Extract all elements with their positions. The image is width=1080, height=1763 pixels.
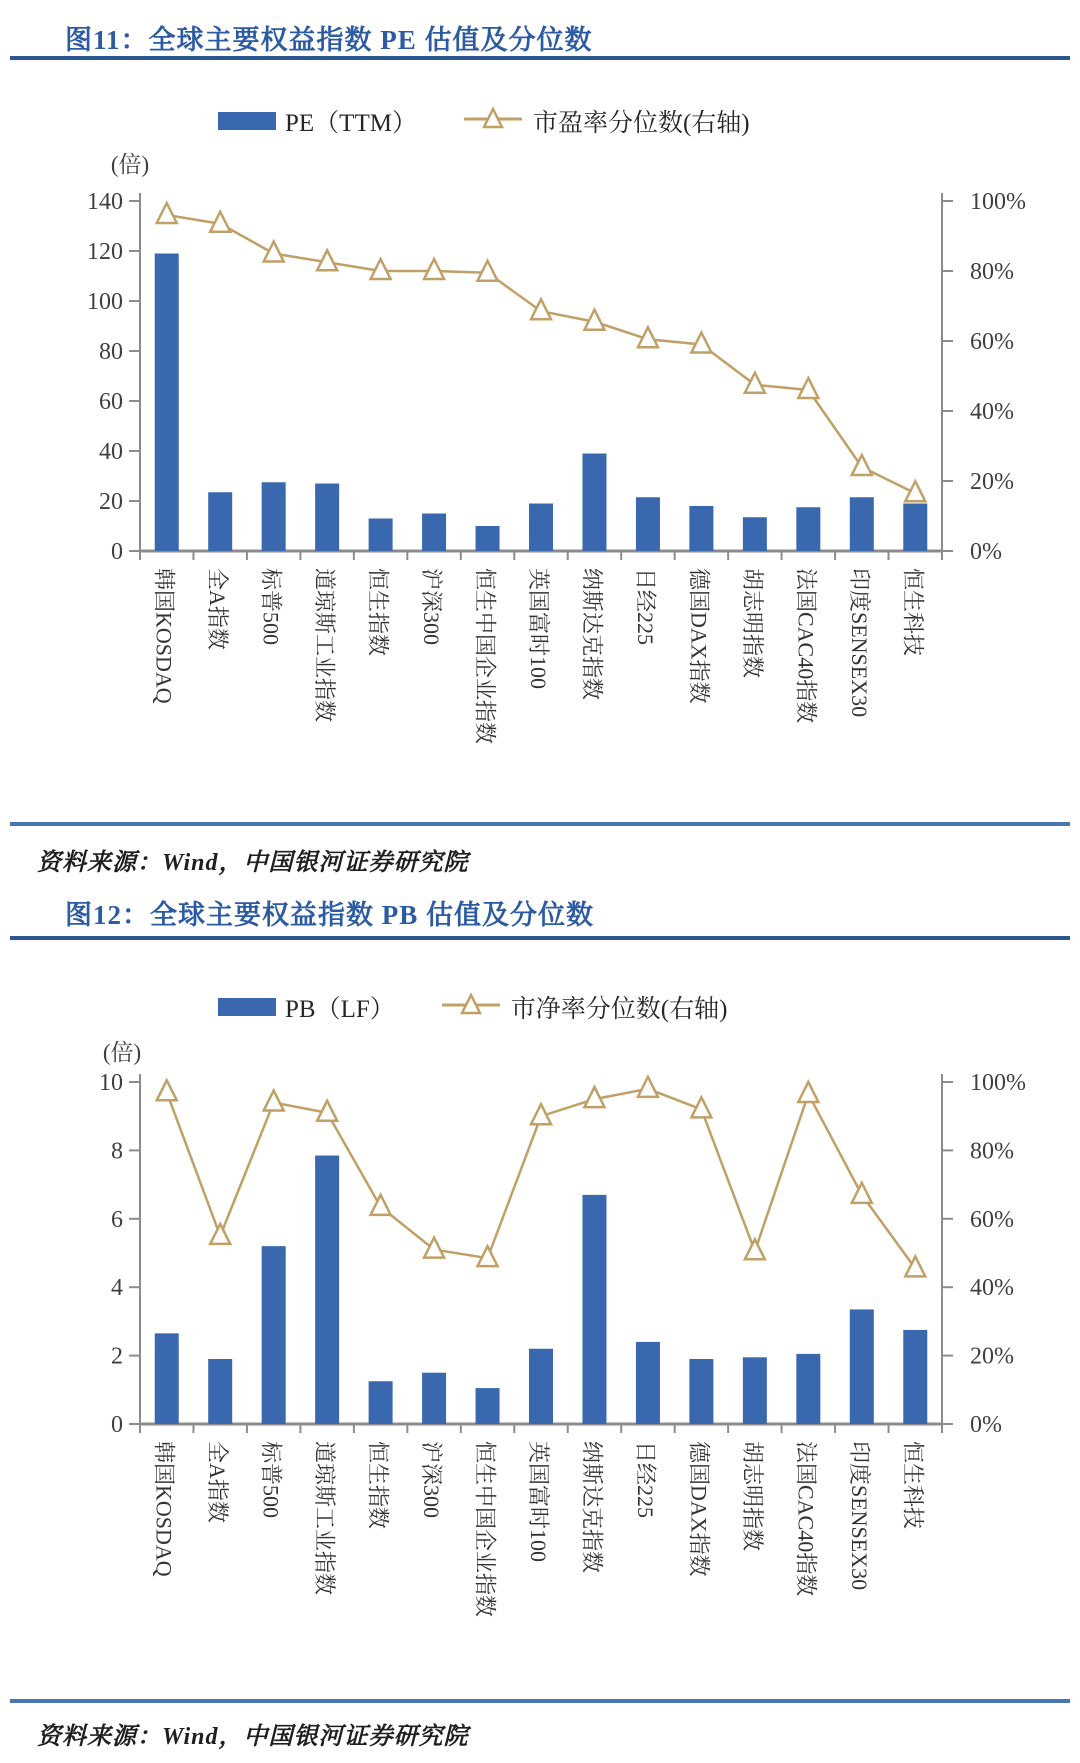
category-label: 恒生科技 [900,568,926,657]
left-axis-tick-label: 80 [99,339,123,365]
right-axis-tick-label: 80% [970,1138,1014,1165]
left-axis-tick-label: 120 [87,239,123,265]
pb-bar [155,1333,179,1424]
pb-bar [208,1359,232,1424]
left-axis-tick-label: 0 [111,539,123,565]
triangle-marker [638,1077,658,1097]
triangle-marker [157,203,177,223]
pe-bar [208,492,232,551]
left-axis-tick-label: 0 [111,1412,123,1438]
category-label: 全A指数 [205,1441,231,1523]
left-axis-tick-label: 10 [99,1070,123,1096]
category-label: 标普500 [258,568,284,646]
percentile-line-legend-label: 市净率分位数(右轴) [510,996,728,1023]
category-label: 恒生指数 [365,1441,391,1530]
pe-bar [422,514,446,552]
category-label: 印度SENSEX30 [846,1441,872,1591]
category-label: 恒生中国企业指数 [472,1441,498,1618]
figure11-bottom-rule [10,822,1070,826]
left-axis-tick-label: 20 [99,489,123,515]
right-axis-tick-label: 20% [970,1343,1014,1370]
right-axis-tick-label: 20% [970,469,1014,495]
pe-bar [369,519,393,552]
pe-bar [796,507,820,551]
pe-bar [850,497,874,551]
pb-bar [315,1156,339,1424]
category-label: 恒生指数 [365,568,391,657]
left-axis-tick-label: 40 [99,439,123,465]
pb-bar [903,1330,927,1424]
category-label: 日经225 [632,1441,658,1519]
category-label: 道琼斯工业指数 [312,568,338,723]
category-label: 标普500 [258,1441,284,1519]
triangle-marker [264,1091,284,1111]
percentile-line-legend-label: 市盈率分位数(右轴) [532,110,750,137]
pb-bar [422,1373,446,1424]
pb-bar [850,1309,874,1424]
pb-bar-legend-swatch [218,998,276,1016]
triangle-marker [745,373,765,393]
figure11-source: 资料来源：Wind，中国银河证券研究院 [37,850,469,876]
pb-bar [796,1354,820,1424]
category-label: 韩国KOSDAQ [151,1441,177,1577]
triangle-marker [424,1238,444,1258]
category-label: 德国DAX指数 [686,568,712,704]
right-axis-tick-label: 60% [970,329,1014,355]
pe-bar [743,517,767,551]
pb-bar [743,1357,767,1424]
category-label: 英国富时100 [526,568,551,690]
category-label: 韩国KOSDAQ [151,568,177,704]
triangle-marker [210,1224,230,1244]
pb-chart [0,1018,1080,1635]
left-axis-tick-label: 60 [99,389,123,415]
right-axis-tick-label: 40% [970,399,1014,425]
pe-bar [689,506,713,551]
figure12-title-rule [10,936,1070,940]
line-triangle-icon [441,992,501,1018]
category-label: 道琼斯工业指数 [312,1441,338,1596]
triangle-marker [798,1082,818,1102]
figure12-source: 资料来源：Wind，中国银河证券研究院 [37,1724,469,1750]
category-label: 沪深300 [419,1441,445,1519]
right-axis-tick-label: 40% [970,1275,1014,1302]
right-axis-tick-label: 0% [970,539,1002,565]
triangle-marker [478,261,498,281]
pb-bar [262,1246,286,1424]
left-axis-tick-label: 100 [87,289,123,315]
category-label: 印度SENSEX30 [846,568,872,718]
left-axis-tick-label: 4 [111,1275,123,1302]
right-axis-tick-label: 80% [970,259,1014,285]
triangle-marker [371,1195,391,1215]
left-axis-tick-label: 8 [111,1138,123,1165]
triangle-marker [157,1080,177,1100]
category-label: 全A指数 [205,568,231,650]
category-label: 日经225 [632,568,658,646]
pe-bar [529,504,553,552]
pb-bar [529,1349,553,1424]
pe-bar-legend-label: PE（TTM） [285,110,417,137]
triangle-marker [905,481,925,501]
category-label: 胡志明指数 [739,568,765,679]
pe-bar [636,497,660,551]
pb-bar-legend-label: PB（LF） [285,996,395,1023]
figure12-bottom-rule [10,1699,1070,1703]
pe-bar [262,482,286,551]
triangle-marker [798,378,818,398]
category-label: 德国DAX指数 [686,1441,712,1577]
triangle-marker [531,299,551,319]
right-axis-tick-label: 100% [970,1070,1026,1096]
pe-bar [903,504,927,552]
pe-bar [155,254,179,552]
category-label: 纳斯达克指数 [579,568,605,701]
pb-bar [369,1381,393,1424]
figure11-title: 图11：全球主要权益指数 PE 估值及分位数 [65,25,593,55]
triangle-marker [424,259,444,279]
pb-bar [689,1359,713,1424]
pb-bar [476,1388,500,1424]
pe-bar-legend-swatch [218,112,276,130]
pe-bar [582,454,606,552]
category-label: 纳斯达克指数 [579,1441,605,1574]
triangle-marker [745,1239,765,1259]
figure12-title: 图12：全球主要权益指数 PB 估值及分位数 [65,900,595,930]
triangle-marker [264,242,284,262]
triangle-marker [691,333,711,353]
category-label: 恒生中国企业指数 [472,568,498,745]
pb-bar [636,1342,660,1424]
left-axis-unit-label: (倍) [110,152,150,177]
category-label: 胡志明指数 [739,1441,765,1552]
right-axis-tick-label: 100% [970,189,1026,215]
triangle-marker [852,1183,872,1203]
category-label: 法国CAC40指数 [793,1441,819,1597]
left-axis-tick-label: 140 [87,189,123,215]
pe-bar [476,526,500,551]
right-axis-tick-label: 60% [970,1206,1014,1233]
left-axis-unit-label: (倍) [102,1040,142,1065]
right-axis-tick-label: 0% [970,1412,1002,1438]
pe-chart [0,130,1080,762]
category-label: 沪深300 [419,568,445,646]
left-axis-tick-label: 6 [111,1206,123,1233]
pb-bar [582,1195,606,1424]
figure11-title-rule [10,56,1070,60]
category-label: 法国CAC40指数 [793,568,819,724]
line-triangle-icon [463,106,523,132]
category-label: 英国富时100 [526,1441,551,1563]
category-label: 恒生科技 [900,1441,926,1530]
left-axis-tick-label: 2 [111,1343,123,1370]
pe-bar [315,484,339,552]
